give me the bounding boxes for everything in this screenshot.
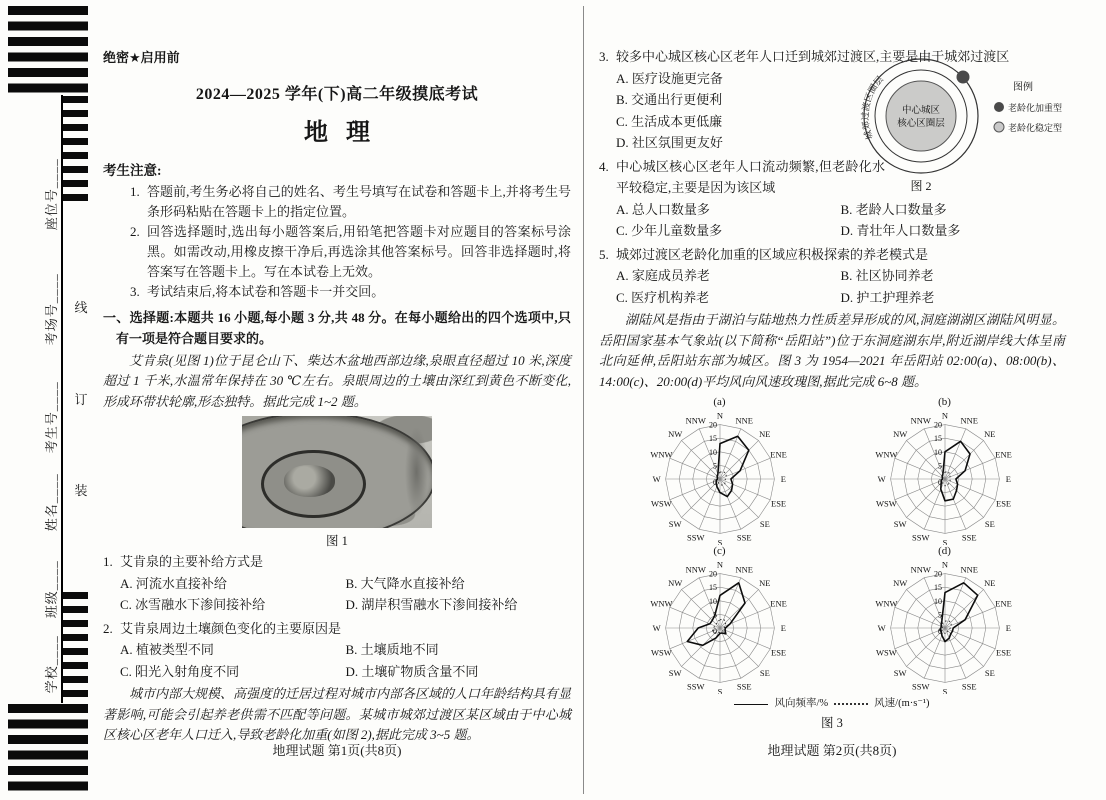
core-label-line1: 中心城区: [901, 106, 941, 116]
rose-cell-c: [607, 545, 832, 694]
radial-tick-label: 10: [933, 447, 942, 457]
direction-label: WSW: [875, 498, 897, 509]
option-c: C. 少年儿童数量多: [616, 223, 723, 238]
notice-text: 回答选择题时,选出每小题答案后,用铅笔把答题卡对应题目的答案标号涂黑。如需改动,用橡皮擦干净后,再选涂其他答案标号。回答非选择题时,将答案写在答题卡上。写在本试卷上无效。: [147, 223, 571, 279]
question-5: [599, 244, 1065, 266]
direction-label: SW: [893, 518, 907, 529]
option-a: A. 家庭成员养老: [616, 268, 710, 283]
aging-increase-dot: [957, 71, 970, 84]
radial-tick-label: 0: [712, 627, 717, 636]
direction-label: SW: [668, 518, 682, 529]
direction-label: WNW: [874, 598, 898, 609]
direction-label: SSW: [686, 532, 704, 543]
question-4-options-row2: [599, 220, 1065, 242]
direction-label: ESE: [995, 647, 1011, 658]
option-a: A. 河流水直接补给: [120, 575, 227, 591]
wind-rose-c: [611, 558, 829, 694]
direction-label: NNE: [735, 415, 753, 426]
exam-room-field: 考场号____: [43, 273, 59, 346]
rose-cell-a: [607, 396, 832, 545]
question-1-options-row1: [103, 573, 571, 595]
radial-tick-label: 5: [712, 461, 717, 471]
radial-tick-label: 20: [708, 420, 717, 430]
direction-label: NNE: [960, 564, 978, 575]
notice-item: [103, 282, 571, 302]
direction-label: SE: [984, 667, 995, 678]
direction-label: E: [1005, 623, 1011, 633]
option-d: D. 护工护理养老: [840, 289, 935, 305]
question-stem: 艾肯泉周边土壤颜色变化的主要原因是: [120, 620, 342, 636]
wind-rose-a: [611, 409, 829, 545]
direction-label: WNW: [874, 449, 898, 460]
name-field: 姓名____: [43, 473, 59, 532]
figure2-ring-diagram: [851, 48, 1065, 198]
option-b: B. 交通出行更便利: [616, 92, 723, 107]
legend-solid-label: 风向频率/%: [774, 698, 829, 709]
direction-label: NW: [667, 429, 682, 440]
radial-tick-label: 5: [712, 610, 717, 620]
figure3-legend: [607, 697, 1057, 711]
wind-rose-d: [836, 558, 1054, 694]
option-d: D. 湖岸积雪融水下渗间接补给: [345, 597, 518, 612]
direction-label: WSW: [650, 647, 672, 658]
direction-label: NE: [983, 429, 996, 440]
direction-label: SSE: [961, 681, 977, 692]
direction-label: NNW: [685, 415, 706, 426]
question-stem: 艾肯泉的主要补给方式是: [120, 554, 264, 569]
binding-char-ding: 订: [74, 392, 88, 407]
solid-line-swatch: [734, 704, 768, 705]
subject-title: 地理: [304, 120, 388, 146]
radial-tick-label: 20: [933, 569, 942, 579]
exam-title: 2024—2025 学年(下)高二年级摸底考试: [195, 85, 479, 103]
option-b: B. 大气降水直接补给: [345, 575, 465, 591]
legend-title: 图例: [1013, 82, 1033, 93]
direction-label: W: [652, 474, 661, 484]
direction-label: E: [780, 474, 786, 484]
direction-label: SSW: [686, 681, 704, 692]
question-2-options-row2: [103, 661, 571, 683]
direction-label: NE: [758, 578, 771, 589]
question-stem: 较多中心城区核心区老年人口迁到城郊过渡区,主要是由于城郊过渡区: [616, 49, 1010, 64]
page-divider: [583, 6, 584, 794]
question-number: 2.: [103, 620, 113, 636]
radial-tick-label: 0: [712, 478, 717, 487]
notice-number: 2.: [130, 223, 140, 239]
secrecy-notice: 绝密★启用前: [103, 50, 180, 65]
direction-label: S: [942, 686, 947, 694]
wind-rose-b: [836, 409, 1054, 545]
question-number: 4.: [599, 158, 609, 174]
legend-dotted-label: 风速/(m·s⁻¹): [874, 698, 930, 709]
direction-label: NW: [892, 429, 907, 440]
direction-label: ESE: [770, 498, 786, 509]
subplot-label-a: (a): [713, 396, 726, 408]
legend-item-1: 老龄化加重型: [1008, 103, 1063, 113]
option-d: D. 社区氛围更友好: [616, 135, 723, 150]
direction-label: SE: [984, 518, 995, 529]
direction-label: E: [1005, 474, 1011, 484]
direction-label: S: [942, 537, 947, 545]
seat-number-field: 座位号____: [43, 158, 59, 231]
figure1-caption: 图 1: [326, 534, 348, 548]
passage-aikenquan: 艾肯泉(见图 1)位于昆仑山下、柴达木盆地西部边缘,泉眼直径超过 10 米,深度超过 1 千米,水温常年保持在 30 ℃左右。泉眼周边的土壤由深红到黄色不断变化,形成环带状轮廓,形态独特。据此完成 1~2 题。: [103, 352, 571, 409]
radial-tick-label: 20: [933, 420, 942, 430]
direction-label: WSW: [650, 498, 672, 509]
direction-label: SSE: [961, 532, 977, 543]
subplot-label-b: (b): [938, 396, 951, 408]
radial-tick-label: 15: [708, 583, 717, 593]
direction-label: NNE: [960, 415, 978, 426]
class-field: 班级____: [43, 560, 59, 619]
barcode-strip-lower: [63, 592, 88, 702]
direction-label: WSW: [875, 647, 897, 658]
direction-label: SSW: [911, 532, 929, 543]
direction-label: SSE: [736, 681, 752, 692]
option-b: B. 土壤质地不同: [345, 642, 439, 657]
figure3-wind-roses: [607, 396, 1057, 734]
notice-number: 1.: [130, 183, 140, 199]
figure3-caption: 图 3: [821, 716, 843, 730]
direction-label: NE: [983, 578, 996, 589]
radial-tick-label: 5: [937, 610, 942, 620]
direction-label: WNW: [649, 449, 673, 460]
option-d: D. 土壤矿物质含量不同: [345, 663, 479, 679]
radial-tick-label: 15: [933, 434, 942, 444]
question-number: 5.: [599, 246, 609, 262]
direction-label: W: [877, 623, 886, 633]
direction-label: ENE: [769, 449, 787, 460]
figure2-caption: 图 2: [910, 179, 932, 193]
direction-label: WNW: [649, 598, 673, 609]
subplot-label-c: (c): [713, 545, 726, 557]
radial-tick-label: 15: [708, 434, 717, 444]
notice-item: [103, 222, 571, 282]
direction-label: NNW: [910, 564, 931, 575]
notice-text: 答题前,考生务必将自己的姓名、考生号填写在试卷和答题卡上,并将考生号条形码粘贴在答题卡上的指定位置。: [147, 183, 571, 219]
option-a: A. 总人口数量多: [616, 201, 710, 217]
radial-tick-label: 10: [708, 447, 717, 457]
candidate-number-field: 考生号____: [43, 381, 59, 454]
direction-label: S: [717, 537, 722, 545]
barcode-strip-upper: [63, 96, 88, 206]
page2-footer: 地理试题 第2页(共8页): [767, 743, 897, 758]
spring-eye: [284, 465, 335, 496]
legend-light-dot: [994, 122, 1004, 132]
direction-label: N: [716, 559, 723, 570]
direction-label: W: [877, 474, 886, 484]
direction-label: NW: [892, 578, 907, 589]
option-a: A. 医疗设施更完备: [616, 70, 723, 86]
notice-title: 考生注意:: [103, 163, 162, 178]
option-b: B. 社区协同养老: [840, 268, 934, 283]
core-zone: [886, 81, 956, 151]
binding-char-xian: 线: [74, 300, 88, 315]
direction-label: S: [717, 686, 722, 694]
question-1-options-row2: [103, 594, 571, 616]
radial-tick-label: 5: [937, 461, 942, 471]
question-stem: 中心城区核心区老年人口流动频繁,但老龄化水平较稳定,主要是因为该区域: [616, 158, 885, 195]
radial-tick-label: 0: [937, 627, 942, 636]
passage-lake-land-breeze: 湖陆风是指由于湖泊与陆地热力性质差异形成的风,洞庭湖湖区湖陆风明显。岳阳国家基本气象站(以下简称“岳阳站”)位于东洞庭湖东岸,附近湖岸线大体呈南北向延伸,岳阳站东部为城区。图 3 为 1954—2021 年岳阳站 02:00(a)、08:00(b)、14:00(c)、20:00(d)平均风向风速玫瑰图,据此完成 6~8 题。: [599, 312, 1065, 389]
direction-label: ESE: [995, 498, 1011, 509]
direction-label: SSE: [736, 532, 752, 543]
direction-label: ENE: [994, 449, 1012, 460]
radial-tick-label: 20: [708, 569, 717, 579]
direction-label: ENE: [769, 598, 787, 609]
legend-dark-dot: [994, 102, 1004, 112]
core-label-line2: 核心区圈层: [897, 119, 945, 129]
direction-label: N: [716, 410, 723, 421]
question-2: [103, 618, 571, 640]
notice-number: 3.: [130, 283, 140, 299]
barcode-block-top: [8, 6, 88, 94]
rose-cell-d: [832, 545, 1057, 694]
radial-tick-label: 10: [933, 596, 942, 606]
option-c: C. 医疗机构养老: [616, 289, 710, 305]
direction-label: NE: [758, 429, 771, 440]
question-stem: 城郊过渡区老龄化加重的区域应积极探索的养老模式是: [616, 246, 929, 262]
question-4-options-row1: [599, 199, 1065, 221]
direction-label: SW: [668, 667, 682, 678]
direction-label: SE: [759, 667, 770, 678]
ring-label: 城郊过渡区圈层: [860, 74, 886, 141]
question-1: [103, 551, 571, 573]
question-number: 3.: [599, 49, 609, 64]
radial-tick-label: 15: [933, 583, 942, 593]
direction-label: NW: [667, 578, 682, 589]
direction-label: E: [780, 623, 786, 633]
section-header: 一、选择题:本题共 16 小题,每小题 3 分,共 48 分。在每小题给出的四个选项中,只有一项是符合题目要求的。: [103, 309, 571, 346]
question-2-options-row1: [103, 639, 571, 661]
notice-item: [103, 182, 571, 222]
option-c: C. 冰雪融水下渗间接补给: [120, 597, 266, 612]
spring-shore: [405, 427, 428, 517]
direction-label: N: [941, 559, 948, 570]
rose-grid: [607, 396, 1057, 694]
direction-label: NNW: [910, 415, 931, 426]
direction-label: ESE: [770, 647, 786, 658]
question-5-options-row1: [599, 265, 1065, 287]
rose-cell-b: [832, 396, 1057, 545]
radial-tick-label: 10: [708, 596, 717, 606]
radial-tick-label: 0: [937, 478, 942, 487]
page-2: [599, 0, 1065, 758]
direction-label: NNW: [685, 564, 706, 575]
passage-aging: 城市内部大规模、高强度的迁居过程对城市内部各区域的人口年龄结构具有显著影响,可能会引起养老供需不匹配等问题。某城市城郊过渡区某区域由于中心城区核心区老年人口迁入,导致老龄化加重(如图 2),据此完成 3~5 题。: [103, 686, 572, 742]
option-c: C. 生活成本更低廉: [616, 113, 723, 129]
direction-label: W: [652, 623, 661, 633]
option-a: A. 植被类型不同: [120, 642, 214, 657]
direction-label: SE: [759, 518, 770, 529]
option-c: C. 阳光入射角度不同: [120, 663, 240, 679]
question-number: 1.: [103, 554, 113, 569]
subplot-label-d: (d): [938, 545, 951, 557]
direction-label: SSW: [911, 681, 929, 692]
direction-label: NNE: [735, 564, 753, 575]
direction-label: ENE: [994, 598, 1012, 609]
option-d: D. 青壮年人口数量多: [840, 223, 961, 238]
direction-label: SW: [893, 667, 907, 678]
page-1: [103, 0, 572, 758]
direction-label: N: [941, 410, 948, 421]
dotted-line-swatch: [834, 703, 868, 705]
option-b: B. 老龄人口数量多: [840, 201, 947, 217]
page1-footer: 地理试题 第1页(共8页): [272, 743, 402, 758]
legend-item-2: 老龄化稳定型: [1008, 123, 1063, 133]
school-field: 学校____: [43, 635, 59, 694]
notice-text: 考试结束后,将本试卷和答题卡一并交回。: [147, 283, 385, 299]
question-5-options-row2: [599, 287, 1065, 309]
binding-char-zhuang: 装: [74, 483, 88, 498]
figure1-photo: [242, 416, 432, 528]
